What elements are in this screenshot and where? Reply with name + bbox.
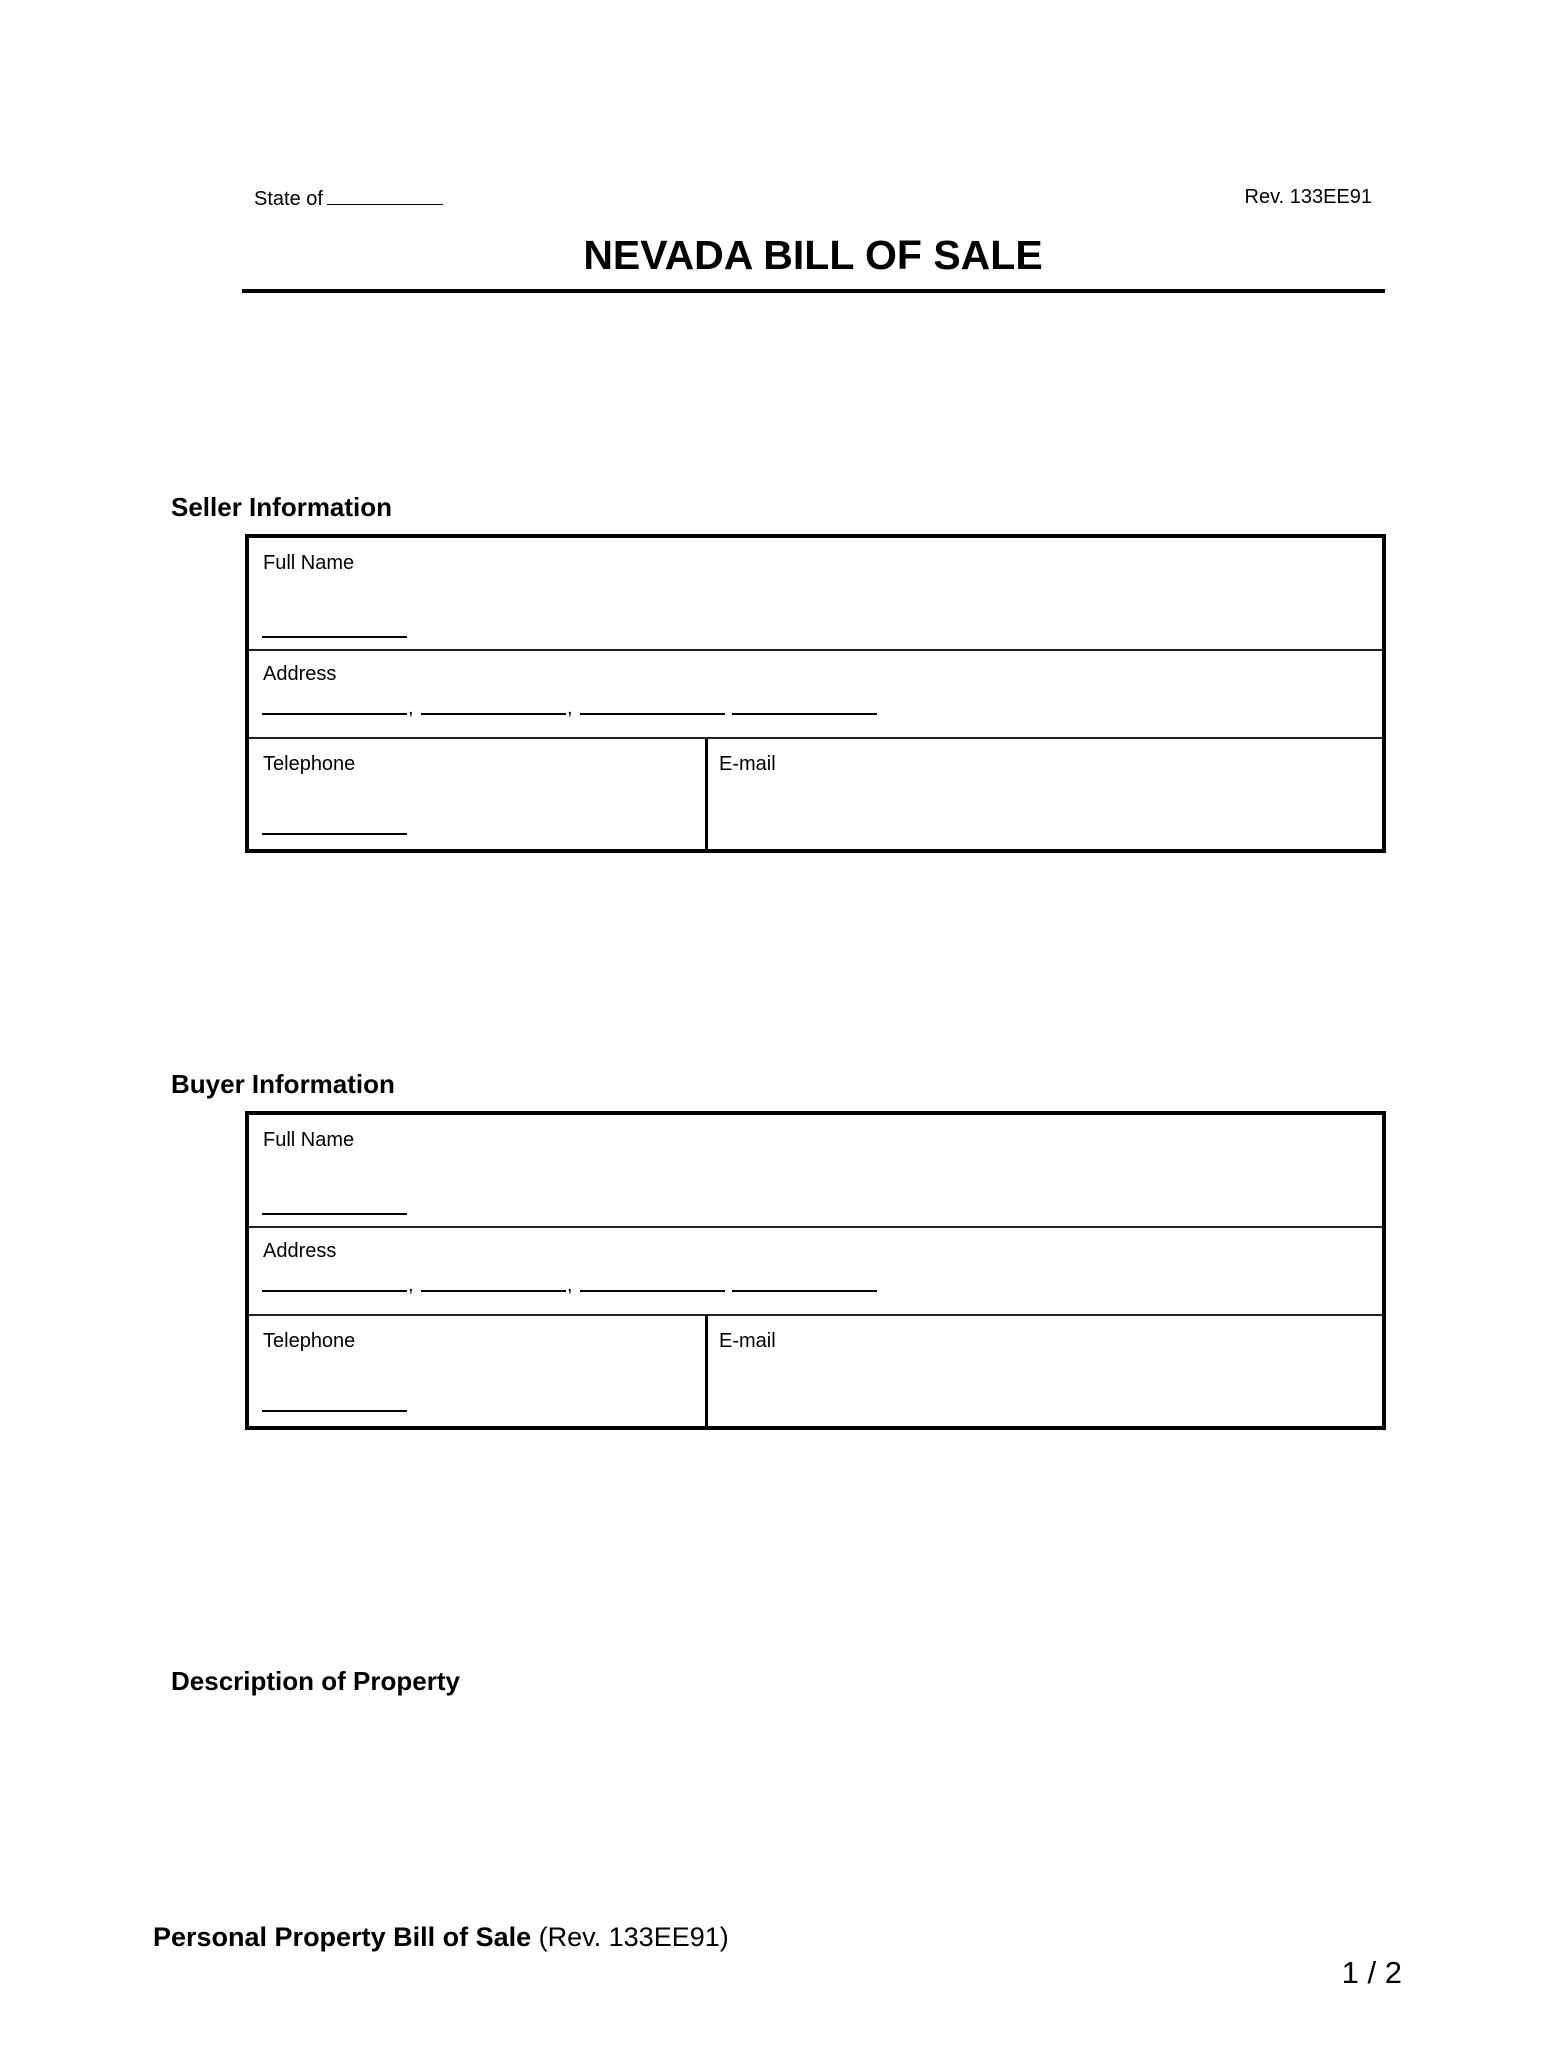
buyer-full-name-row [249,1115,1382,1228]
buyer-city-blank[interactable] [421,1290,566,1292]
state-label: State of [254,188,323,210]
state-field [254,186,443,211]
state-blank[interactable] [327,186,443,205]
seller-address-row [249,651,1382,739]
page-title: NEVADA BILL OF SALE [583,232,1043,278]
buyer-heading: Buyer Information [171,1069,395,1099]
footer-doc-title: Personal Property Bill of Sale [153,1922,532,1952]
buyer-address-comma: , [567,1274,573,1296]
buyer-full-name-blank[interactable] [262,1213,407,1215]
buyer-street-blank[interactable] [262,1290,407,1292]
seller-heading: Seller Information [171,492,393,522]
buyer-email-label: E-mail [719,1330,776,1352]
footer-document-name [153,1922,729,1953]
seller-address-comma: , [408,697,414,719]
footer-doc-revision: (Rev. 133EE91) [538,1922,729,1952]
seller-address-label: Address [263,663,337,685]
revision-label: Rev. 133EE91 [1244,186,1372,208]
page-number: 1 / 2 [1341,1955,1402,1990]
seller-full-name-label: Full Name [263,552,355,574]
property-heading: Description of Property [171,1666,460,1696]
seller-info-table [245,534,1386,853]
buyer-telephone-blank[interactable] [262,1410,407,1412]
buyer-info-table [245,1111,1386,1430]
seller-street-blank[interactable] [262,713,407,715]
seller-contact-row [249,739,1382,849]
buyer-address-row [249,1228,1382,1316]
buyer-zip-blank[interactable] [732,1290,877,1292]
buyer-state-blank[interactable] [580,1290,725,1292]
seller-address-comma: , [567,697,573,719]
buyer-contact-row [249,1316,1382,1426]
seller-zip-blank[interactable] [732,713,877,715]
seller-state-blank[interactable] [580,713,725,715]
seller-telephone-label: Telephone [263,753,356,775]
buyer-full-name-label: Full Name [263,1129,355,1151]
seller-full-name-blank[interactable] [262,636,407,638]
seller-city-blank[interactable] [421,713,566,715]
buyer-telephone-label: Telephone [263,1330,356,1352]
seller-telephone-blank[interactable] [262,833,407,835]
seller-full-name-row [249,538,1382,651]
title-divider [242,289,1385,293]
buyer-address-label: Address [263,1240,337,1262]
cell-divider [705,1316,708,1426]
seller-email-label: E-mail [719,753,776,775]
buyer-address-comma: , [408,1274,414,1296]
cell-divider [705,739,708,849]
